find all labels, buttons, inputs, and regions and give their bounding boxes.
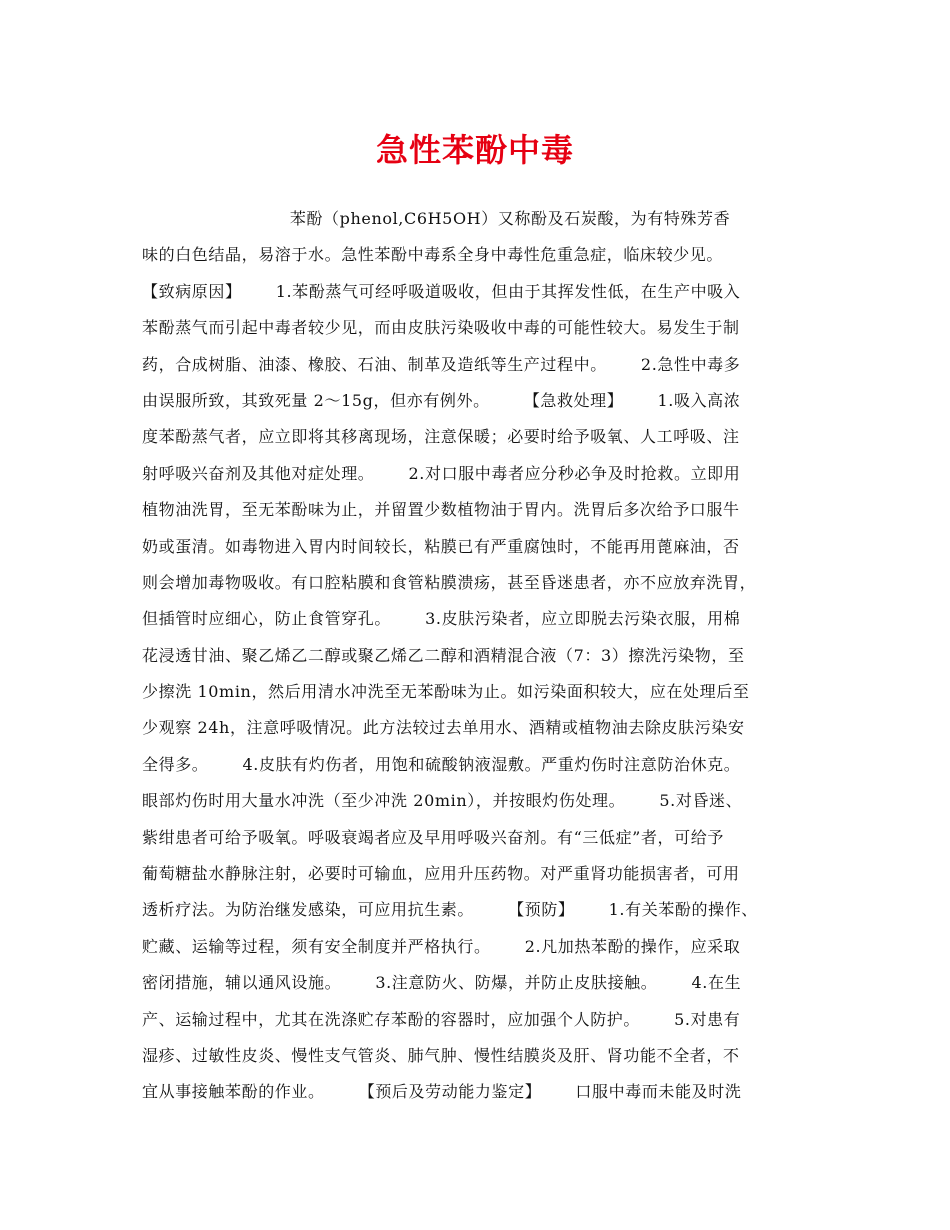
body-line: 花浸透甘油、聚乙烯乙二醇或聚乙烯乙二醇和酒精混合液（7：3）擦洗污染物，至 [142,645,745,665]
body-line: 奶或蛋清。如毒物进入胃内时间较长，粘膜已有严重腐蚀时，不能再用蓖麻油，否 [142,536,740,556]
body-line: 植物油洗胃，至无苯酚味为止，并留置少数植物油于胃内。洗胃后多次给予口服牛 [142,500,740,520]
body-line: 味的白色结晶，易溶于水。急性苯酚中毒系全身中毒性危重急症，临床较少见。 [142,245,724,265]
document-title: 急性苯酚中毒 [375,131,574,169]
body-line: 透析疗法。为防治继发感染，可应用抗生素。 【预防】 1.有关苯酚的操作、 [142,900,758,920]
body-line: 贮藏、运输等过程，须有安全制度并严格执行。 2.凡加热苯酚的操作，应采取 [142,936,741,956]
body-line: 葡萄糖盐水静脉注射，必要时可输血，应用升压药物。对严重肾功能损害者，可用 [142,864,740,884]
body-line: 密闭措施，辅以通风设施。 3.注意防火、防爆，并防止皮肤接触。 4.在生 [142,973,742,993]
body-line: 宜从事接触苯酚的作业。 【预后及劳动能力鉴定】 口服中毒而未能及时洗 [142,1082,742,1102]
body-line: 苯酚（phenol,C6H5OH）又称酚及石炭酸，为有特殊芳香 [142,209,731,228]
body-line: 但插管时应细心，防止食管穿孔。 3.皮肤污染者，应立即脱去污染衣服，用棉 [142,609,741,629]
body-line: 由误服所致，其致死量 2～15g，但亦有例外。 【急救处理】 1.吸入高浓 [142,390,741,410]
body-line: 苯酚蒸气而引起中毒者较少见，而由皮肤污染吸收中毒的可能性较大。易发生于制 [142,318,740,338]
document-body [142,201,814,1111]
body-line: 湿疹、过敏性皮炎、慢性支气管炎、肺气肿、慢性结膜炎及肝、肾功能不全者，不 [142,1045,740,1065]
body-line: 少擦洗 10min，然后用清水冲洗至无苯酚味为止。如污染面积较大，应在处理后至 [142,682,750,702]
body-line: 产、运输过程中，尤其在洗涤贮存苯酚的容器时，应加强个人防护。 5.对患有 [142,1009,741,1029]
body-line: 紫绀患者可给予吸氧。呼吸衰竭者应及早用呼吸兴奋剂。有“三低症”者，可给予 [142,827,724,847]
body-line: 【致病原因】 1.苯酚蒸气可经呼吸道吸收，但由于其挥发性低，在生产中吸入 [142,281,741,301]
body-line: 少观察 24h，注意呼吸情况。此方法较过去单用水、酒精或植物油去除皮肤污染安 [142,718,745,738]
body-line: 全得多。 4.皮肤有灼伤者，用饱和硫酸钠液湿敷。严重灼伤时注意防治休克。 [142,754,741,774]
body-line: 则会增加毒物吸收。有口腔粘膜和食管粘膜溃疡，甚至昏迷患者，亦不应放弃洗胃， [142,572,757,592]
body-line: 射呼吸兴奋剂及其他对症处理。 2.对口服中毒者应分秒必争及时抢救。立即用 [142,463,741,483]
body-line: 眼部灼伤时用大量水冲洗（至少冲洗 20min），并按眼灼伤处理。 5.对昏迷、 [142,791,743,811]
body-line: 度苯酚蒸气者，应立即将其移离现场，注意保暖；必要时给予吸氧、人工呼吸、注 [142,427,740,447]
body-line: 药，合成树脂、油漆、橡胶、石油、制革及造纸等生产过程中。 2.急性中毒多 [142,354,741,374]
